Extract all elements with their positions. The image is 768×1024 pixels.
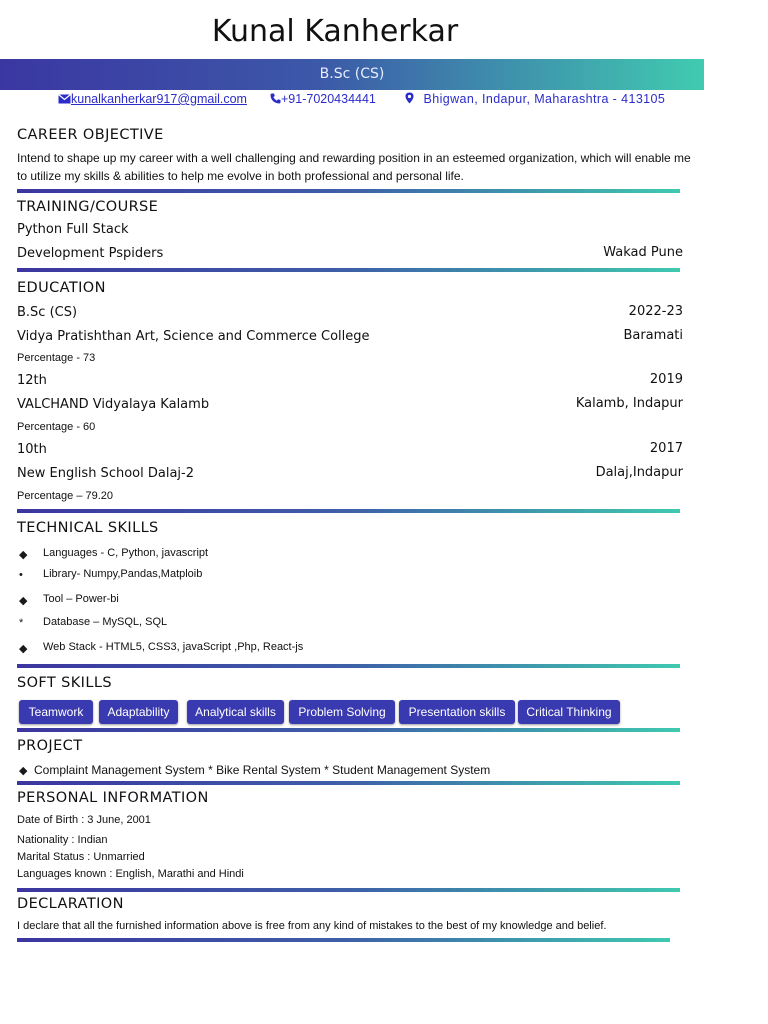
technical-skill-item: Languages - C, Python, javascript [43,547,209,559]
degree-label: B.Sc (CS) [319,66,385,82]
email-contact[interactable] [58,92,247,107]
education-degree: B.Sc (CS) [17,305,78,320]
location-pin-icon [405,92,414,107]
training-course: Python Full Stack [17,222,129,237]
section-divider [17,268,680,272]
training-heading: TRAINING/COURSE [17,199,159,215]
bullet-marker: • [19,569,23,581]
training-location: Wakad Pune [603,245,683,260]
nationality: Nationality : Indian [17,834,108,846]
mail-icon [58,93,71,107]
education-school: VALCHAND Vidyalaya Kalamb [17,397,210,412]
section-divider [17,509,680,513]
career-objective-line-2: to utilize my skills & abilities to help me evolve in both professional and personal life. [17,169,464,183]
education-year: 2019 [649,372,683,387]
technical-skill-item: Web Stack - HTML5, CSS3, javaScript ,Php, React-js [43,641,304,653]
bullet-marker: * [19,617,24,629]
declaration-text: I declare that all the furnished information above is free from any kind of mistakes to the best of my knowledge and belief. [17,920,607,932]
soft-skill-chip: Problem Solving [289,700,395,724]
technical-skill-item: Tool – Power-bi [43,593,119,605]
project-heading: PROJECT [17,738,83,754]
project-list: Complaint Management System * Bike Rental System * Student Management System [34,763,491,777]
career-objective-heading: CAREER OBJECTIVE [17,127,164,143]
soft-skill-chip: Teamwork [19,700,93,724]
bullet-marker: ◆ [19,595,28,607]
education-percentage: Percentage – 79.20 [17,490,114,502]
education-year: 2022-23 [628,304,683,319]
address-contact [405,92,665,107]
bullet-marker: ◆ [19,549,28,561]
degree-banner [0,59,704,90]
soft-skill-chip: Presentation skills [399,700,515,724]
personal-info-heading: PERSONAL INFORMATION [17,790,209,806]
phone-contact[interactable] [270,92,376,107]
training-institute: Development Pspiders [17,246,164,261]
technical-skill-item: Database – MySQL, SQL [43,616,168,628]
section-divider [17,781,680,785]
marital-status: Marital Status : Unmarried [17,851,145,863]
declaration-heading: DECLARATION [17,896,124,912]
education-degree: 12th [17,373,47,388]
soft-skills-heading: SOFT SKILLS [17,675,112,691]
soft-skill-chip: Critical Thinking [518,700,620,724]
email-link[interactable]: kunalkanherkar917@gmail.com [71,92,247,106]
education-percentage: Percentage - 73 [17,352,96,364]
education-place: Baramati [623,328,683,343]
career-objective-line-1: Intend to shape up my career with a well challenging and rewarding position in an esteemed organization, which will enable me [17,151,691,165]
bullet-marker: ◆ [19,765,28,777]
section-divider [17,189,680,193]
address-text: Bhigwan, Indapur, Maharashtra - 413105 [423,92,666,106]
education-place: Kalamb, Indapur [575,396,683,411]
education-year: 2017 [649,441,683,456]
technical-skill-item: Library- Numpy,Pandas,Matploib [43,568,203,580]
phone-icon [270,93,281,107]
section-divider [17,664,680,668]
languages-known: Languages known : English, Marathi and Hindi [17,868,244,880]
phone-number: +91-7020434441 [281,92,376,106]
education-degree: 10th [17,442,47,457]
education-school: Vidya Pratishthan Art, Science and Commerce College [17,329,370,344]
section-divider [17,728,680,732]
education-heading: EDUCATION [17,280,106,296]
section-divider [17,888,680,892]
education-percentage: Percentage - 60 [17,421,96,433]
date-of-birth: Date of Birth : 3 June, 2001 [17,814,151,826]
education-place: Dalaj,Indapur [595,465,683,480]
soft-skill-chip: Adaptability [99,700,178,724]
section-divider [17,938,670,942]
bullet-marker: ◆ [19,643,28,655]
candidate-name: Kunal Kanherkar [211,14,459,49]
soft-skill-chip: Analytical skills [187,700,284,724]
technical-skills-heading: TECHNICAL SKILLS [17,520,159,536]
education-school: New English School Dalaj-2 [17,466,194,481]
